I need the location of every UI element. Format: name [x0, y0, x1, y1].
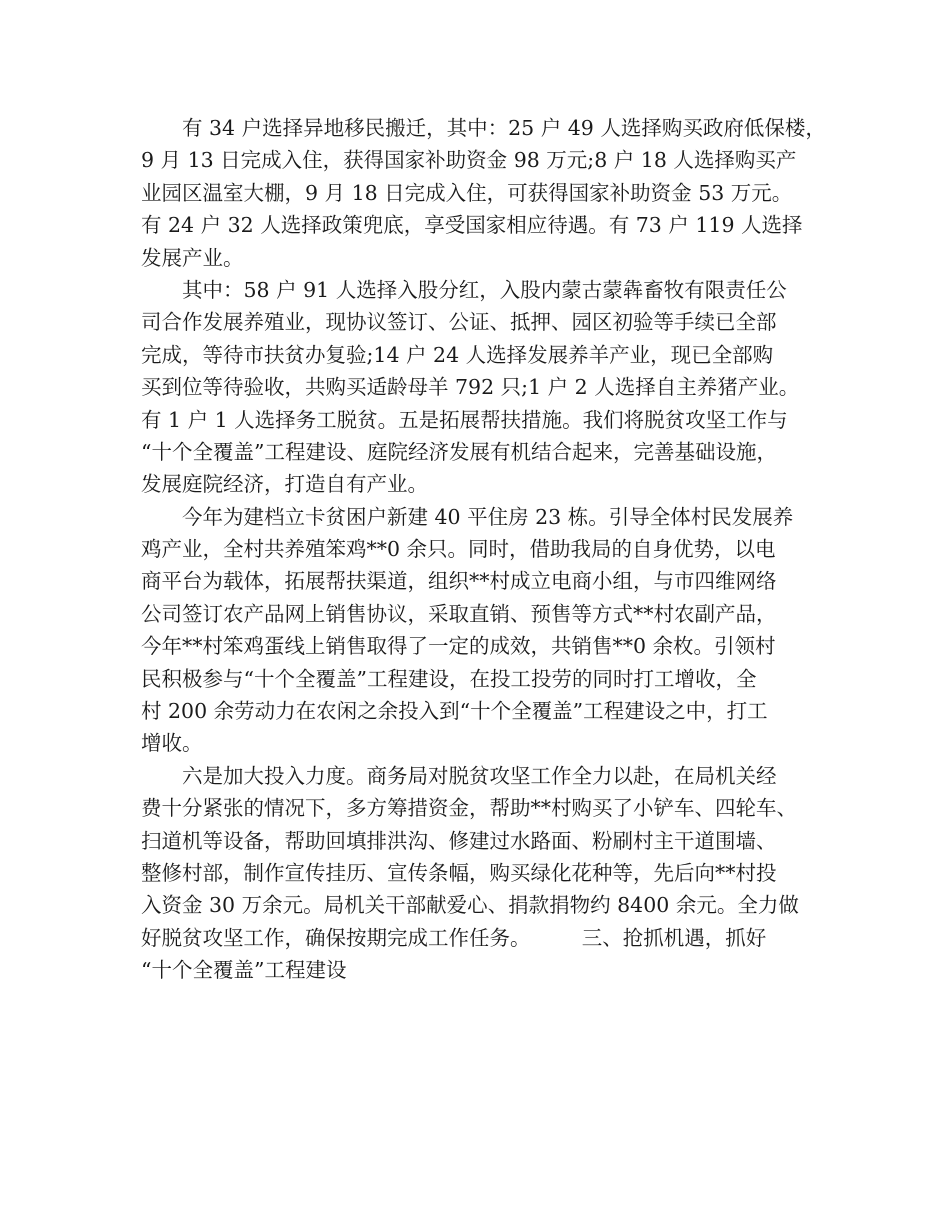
- text-line: 整修村部，制作宣传挂历、宣传条幅，购买绿化花种等，先后向**村投: [141, 860, 777, 885]
- text-line: 业园区温室大棚，9 月 18 日完成入住，可获得国家补助资金 53 万元。: [141, 180, 793, 205]
- text-line: 发展庭院经济，打造自有产业。: [141, 472, 428, 497]
- text-line: “十个全覆盖”工程建设: [141, 958, 347, 983]
- text-line: 司合作发展养殖业，现协议签订、公证、抵押、园区初验等手续已全部: [141, 310, 777, 335]
- text-line: 今年为建档立卡贫困户新建 40 平住房 23 栋。引导全体村民发展养: [141, 504, 794, 529]
- text-line: 好脱贫攻坚工作，确保按期完成工作任务。 三、抢抓机遇，抓好: [141, 925, 767, 950]
- text-line: 六是加大投入力度。商务局对脱贫攻坚工作全力以赴，在局机关经: [141, 763, 777, 788]
- text-line: 增收。: [141, 731, 203, 756]
- text-line: 公司签订农产品网上销售协议，采取直销、预售等方式**村农副产品，: [141, 601, 777, 626]
- text-line: 民积极参与“十个全覆盖”工程建设，在投工投劳的同时打工增收，全: [141, 666, 757, 691]
- text-line: 发展产业。: [141, 245, 244, 270]
- text-line: 完成，等待市扶贫办复验;14 户 24 人选择发展养羊产业，现已全部购: [141, 342, 774, 367]
- text-line: 扫道机等设备，帮助回填排洪沟、修建过水路面、粉刷村主干道围墙、: [141, 828, 777, 853]
- text-line: 费十分紧张的情况下，多方筹措资金，帮助**村购买了小铲车、四轮车、: [141, 796, 797, 821]
- text-line: 入资金 30 万余元。局机关干部献爱心、捐款捐物约 8400 余元。全力做: [141, 893, 799, 918]
- text-line: 商平台为载体，拓展帮扶渠道，组织**村成立电商小组，与市四维网络: [141, 569, 777, 594]
- text-line: 有 34 户选择异地移民搬迁，其中：25 户 49 人选择购买政府低保楼，: [141, 116, 826, 140]
- text-line: 买到位等待验收，共购买适龄母羊 792 只;1 户 2 人选择自主养猪产业。: [141, 375, 800, 400]
- text-line: “十个全覆盖”工程建设、庭院经济发展有机结合起来，完善基础设施，: [141, 439, 777, 464]
- text-line: 有 24 户 32 人选择政策兜底，享受国家相应待遇。有 73 户 119 人选择: [141, 213, 803, 238]
- text-line: 有 1 户 1 人选择务工脱贫。五是拓展帮扶措施。我们将脱贫攻坚工作与: [141, 407, 788, 432]
- body-text: [141, 112, 831, 987]
- text-line: 9 月 13 日完成入住，获得国家补助资金 98 万元;8 户 18 人选择购买产: [141, 148, 797, 173]
- text-line: 鸡产业，全村共养殖笨鸡**0 余只。同时，借助我局的自身优势，以电: [141, 537, 776, 562]
- text-line: 村 200 余劳动力在农闲之余投入到“十个全覆盖”工程建设之中，打工: [141, 699, 768, 724]
- text-line: 今年**村笨鸡蛋线上销售取得了一定的成效，共销售**0 余枚。引领村: [141, 634, 776, 659]
- text-line: 其中：58 户 91 人选择入股分红，入股内蒙古蒙犇畜牧有限责任公: [141, 277, 787, 302]
